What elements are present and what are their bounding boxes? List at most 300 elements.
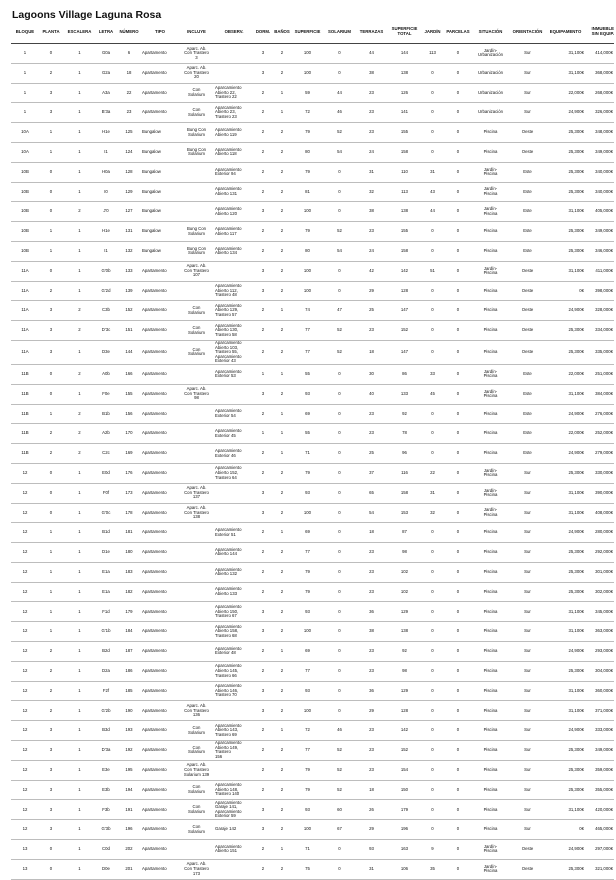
table-cell: Aparc. Ab. Con Trastero Solarium 139 [178, 760, 215, 780]
table-cell: 6 [116, 44, 142, 64]
table-cell: 355,000€ [585, 780, 614, 800]
table-cell: 2 [39, 642, 63, 662]
table-cell: 0 [421, 83, 444, 103]
table-cell: 24 [355, 142, 388, 162]
table-cell: Sur [509, 483, 546, 503]
table-cell: 181 [116, 523, 142, 543]
table-cell: 340,000€ [585, 182, 614, 202]
table-cell: 2 [63, 444, 96, 464]
table-cell: 11B [11, 404, 39, 424]
table-cell: Jardín- Piscina [472, 384, 509, 404]
table-cell: 186 [116, 661, 142, 681]
table-cell: 10B [11, 222, 39, 242]
table-cell: 87 [388, 523, 421, 543]
table-cell [178, 840, 215, 860]
table-cell: 252,000€ [585, 424, 614, 444]
table-cell: 102 [388, 562, 421, 582]
table-cell: 3 [253, 44, 273, 64]
table-cell: 2 [253, 859, 273, 879]
table-cell: 191 [116, 800, 142, 820]
table-cell: Sur [509, 780, 546, 800]
table-cell: 0 [421, 701, 444, 721]
table-cell: 24,900€ [546, 404, 585, 424]
table-cell: 155 [388, 123, 421, 143]
table-cell: 18 [355, 780, 388, 800]
table-cell: 11A [11, 261, 39, 281]
table-cell: 77 [291, 661, 324, 681]
table-row [11, 222, 614, 242]
table-cell: 77 [291, 543, 324, 563]
table-cell: Aparcamiento Abierto 150, Trastero 67 [215, 602, 253, 622]
table-cell: 155 [388, 222, 421, 242]
table-cell [178, 602, 215, 622]
table-cell: Este [509, 222, 546, 242]
table-cell: 2 [273, 543, 291, 563]
table-cell: 12 [11, 463, 39, 483]
table-row [11, 202, 614, 222]
table-cell: E0d [96, 463, 116, 483]
table-cell: 0 [444, 404, 472, 424]
column-header: DORM. [253, 21, 273, 44]
table-cell: 3 [39, 83, 63, 103]
table-cell: 0 [324, 424, 355, 444]
column-header: PARCELAS [444, 21, 472, 44]
table-row [11, 182, 614, 202]
table-cell: 2 [273, 463, 291, 483]
table-cell: Aparcamiento Abierto 132 [215, 562, 253, 582]
table-cell: Con Solarium [178, 340, 215, 364]
table-cell: 110 [388, 162, 421, 182]
table-cell: 163 [388, 840, 421, 860]
table-cell: 24,900€ [546, 444, 585, 464]
table-cell: 0 [444, 840, 472, 860]
table-cell: 0 [421, 602, 444, 622]
table-cell: 302,000€ [585, 582, 614, 602]
table-cell: 0 [39, 463, 63, 483]
table-cell: 52 [324, 321, 355, 341]
table-cell: 1 [273, 721, 291, 741]
table-cell: Apartamento [142, 721, 178, 741]
table-cell: 3 [39, 340, 63, 364]
table-cell: 0 [444, 741, 472, 761]
table-cell: 196 [388, 820, 421, 840]
table-cell: 2 [273, 202, 291, 222]
table-cell: Apartamento [142, 444, 178, 464]
table-cell: Apartamento [142, 261, 178, 281]
table-cell: D'3c [96, 321, 116, 341]
table-cell: Bungalow [142, 202, 178, 222]
table-cell: 190 [116, 701, 142, 721]
table-cell: 124 [116, 142, 142, 162]
table-cell: 3 [253, 602, 273, 622]
table-cell: 0 [444, 523, 472, 543]
table-cell: 29 [355, 820, 388, 840]
table-cell: Aparc. Ab. Con Trastero 98 [178, 384, 215, 404]
table-cell: 0 [444, 444, 472, 464]
table-cell [178, 582, 215, 602]
table-row [11, 721, 614, 741]
table-cell: 100 [291, 261, 324, 281]
table-cell: 13 [11, 840, 39, 860]
table-cell: 0 [421, 222, 444, 242]
table-cell: 2 [39, 701, 63, 721]
table-row [11, 780, 614, 800]
table-cell: 1 [63, 840, 96, 860]
table-cell: 349,000€ [585, 741, 614, 761]
table-cell: 3 [253, 800, 273, 820]
table-cell: 1 [63, 222, 96, 242]
table-cell: 0 [39, 182, 63, 202]
table-cell: 1 [63, 681, 96, 701]
table-cell: 0 [444, 780, 472, 800]
table-cell: Piscina [472, 602, 509, 622]
table-cell: 2 [253, 582, 273, 602]
table-cell: 0 [324, 44, 355, 64]
table-cell: 100 [291, 701, 324, 721]
table-cell: 411,000€ [585, 261, 614, 281]
table-cell: Sur [509, 582, 546, 602]
table-cell: 384,000€ [585, 384, 614, 404]
table-cell: C0d [96, 840, 116, 860]
table-cell: 0 [444, 222, 472, 242]
table-cell: Piscina [472, 760, 509, 780]
table-cell: Bungalow [142, 241, 178, 261]
table-cell: 2 [253, 642, 273, 662]
table-cell: 348,000€ [585, 123, 614, 143]
table-cell: 2 [39, 661, 63, 681]
table-cell: Piscina [472, 741, 509, 761]
table-cell [178, 182, 215, 202]
table-cell [178, 661, 215, 681]
table-cell: 334,000€ [585, 321, 614, 341]
table-cell: Sur [509, 741, 546, 761]
table-cell: 2 [253, 562, 273, 582]
table-cell: 0 [444, 483, 472, 503]
table-cell: 2 [253, 340, 273, 364]
table-cell: 0 [421, 103, 444, 123]
table-cell: 25,300€ [546, 321, 585, 341]
table-cell: 2 [253, 321, 273, 341]
table-row [11, 83, 614, 103]
table-cell: Piscina [472, 642, 509, 662]
table-cell: 11A [11, 301, 39, 321]
table-cell: 0 [444, 800, 472, 820]
table-cell: Sur [509, 523, 546, 543]
table-cell: A3a [96, 83, 116, 103]
table-cell: 0 [324, 444, 355, 464]
table-cell: 25,300€ [546, 661, 585, 681]
table-cell: Jardín- Piscina [472, 162, 509, 182]
table-cell: Aparcamiento Exterior 45 [215, 424, 253, 444]
table-cell: 12 [11, 721, 39, 741]
table-cell: 2 [253, 222, 273, 242]
table-cell: 74 [291, 301, 324, 321]
table-cell: 81 [291, 182, 324, 202]
table-row [11, 463, 614, 483]
table-cell: 0€ [546, 281, 585, 301]
table-cell: 0 [421, 63, 444, 83]
table-cell: Este [509, 241, 546, 261]
table-cell: 2 [273, 503, 291, 523]
table-cell: 100 [291, 503, 324, 523]
table-cell: 1 [63, 281, 96, 301]
table-cell [178, 562, 215, 582]
table-cell: 3 [39, 301, 63, 321]
table-cell: 2 [253, 301, 273, 321]
table-cell: 128 [116, 162, 142, 182]
table-cell: Piscina [472, 301, 509, 321]
table-cell: Aparc. Ab. Con Trastero 107 [178, 261, 215, 281]
column-header: SUPERFICIE TOTAL [388, 21, 421, 44]
table-cell: 0 [444, 162, 472, 182]
table-cell: 12 [11, 741, 39, 761]
table-cell: 31,100€ [546, 63, 585, 83]
table-cell: 2 [273, 321, 291, 341]
table-cell: B1b [96, 404, 116, 424]
table-row [11, 582, 614, 602]
table-cell: 0 [324, 483, 355, 503]
table-cell: Con Solarium [178, 741, 215, 761]
table-cell: 79 [291, 562, 324, 582]
table-cell: 2 [273, 44, 291, 64]
table-cell: 113 [421, 44, 444, 64]
table-cell: Sur [509, 562, 546, 582]
table-cell: B'3a [96, 103, 116, 123]
table-cell: 2 [253, 83, 273, 103]
table-cell: 0 [444, 142, 472, 162]
table-cell: 0 [421, 123, 444, 143]
table-cell: 12 [11, 483, 39, 503]
table-row [11, 622, 614, 642]
table-cell: 154 [388, 760, 421, 780]
table-row [11, 840, 614, 860]
table-cell: 0 [421, 681, 444, 701]
table-cell: 0 [324, 463, 355, 483]
table-cell: 131 [116, 222, 142, 242]
table-cell: Piscina [472, 780, 509, 800]
table-row [11, 281, 614, 301]
table-cell: 24,900€ [546, 103, 585, 123]
table-cell: 0 [324, 523, 355, 543]
table-cell: 1 [39, 622, 63, 642]
table-cell: 138 [388, 63, 421, 83]
table-row [11, 523, 614, 543]
table-cell: 194 [116, 780, 142, 800]
table-cell: 0 [421, 340, 444, 364]
table-cell: Urbanización [472, 83, 509, 103]
table-cell: 12 [11, 622, 39, 642]
table-cell: 158 [388, 483, 421, 503]
table-cell: 78 [388, 424, 421, 444]
table-cell: 71 [291, 444, 324, 464]
table-cell: 23 [355, 543, 388, 563]
table-cell: 12 [11, 582, 39, 602]
table-cell: F0f [96, 483, 116, 503]
table-cell: Apartamento [142, 424, 178, 444]
table-cell: 1 [39, 562, 63, 582]
table-cell: Aparcamiento Abierto 119 [215, 123, 253, 143]
column-header: INMUEBLE SIN EQUIP. [585, 21, 614, 44]
table-cell: 1 [63, 182, 96, 202]
table-cell: 2 [273, 859, 291, 879]
table-cell: F3b [96, 800, 116, 820]
table-cell: Aparcamiento Exterior 94 [215, 162, 253, 182]
table-cell: 0 [421, 523, 444, 543]
table-cell: 0 [324, 701, 355, 721]
table-cell: 77 [291, 321, 324, 341]
table-cell: 2 [253, 241, 273, 261]
table-cell: 0 [39, 859, 63, 879]
table-cell: Piscina [472, 661, 509, 681]
table-cell: 24,900€ [546, 642, 585, 662]
table-cell: 23 [355, 642, 388, 662]
table-cell: 54 [355, 503, 388, 523]
table-cell: Bung Con Solarium [178, 241, 215, 261]
table-cell: 132 [116, 241, 142, 261]
table-cell: 23 [355, 321, 388, 341]
table-cell: 0 [421, 562, 444, 582]
table-cell: 79 [291, 463, 324, 483]
table-cell: 40 [355, 384, 388, 404]
table-cell: Con Solarium [178, 83, 215, 103]
table-cell: 139 [116, 281, 142, 301]
table-cell: 1 [11, 44, 39, 64]
table-cell: 1 [273, 404, 291, 424]
table-cell: 69 [291, 523, 324, 543]
table-cell: 0 [421, 404, 444, 424]
table-cell: C2c [96, 444, 116, 464]
table-cell: 2 [273, 760, 291, 780]
table-cell: 79 [291, 760, 324, 780]
table-cell: 22 [421, 463, 444, 483]
table-cell: Sur [509, 103, 546, 123]
table-cell: Piscina [472, 142, 509, 162]
table-cell: Apartamento [142, 83, 178, 103]
table-cell: 2 [253, 142, 273, 162]
table-cell: Piscina [472, 444, 509, 464]
table-cell: Con Solarium [178, 800, 215, 820]
table-cell: Apartamento [142, 840, 178, 860]
table-cell: Apartamento [142, 63, 178, 83]
table-cell: Aparcamiento Abierto 134 [215, 241, 253, 261]
table-cell: 178 [116, 503, 142, 523]
table-cell: 51 [421, 261, 444, 281]
table-cell: Oeste [509, 301, 546, 321]
table-cell: 169 [116, 444, 142, 464]
table-cell: Apartamento [142, 463, 178, 483]
table-cell: 1 [63, 241, 96, 261]
table-cell: 2 [273, 622, 291, 642]
table-cell: Aparcamiento Abierto 148, Trastero 140 [215, 780, 253, 800]
table-cell: Aparcamiento Abierto 143, Trastero 69 [215, 721, 253, 741]
table-cell: 2 [253, 404, 273, 424]
table-cell: 187 [116, 642, 142, 662]
table-cell: 2 [273, 281, 291, 301]
table-cell: Aparcamiento Exterior 46 [215, 444, 253, 464]
table-cell: 100 [291, 820, 324, 840]
table-cell: 3 [253, 503, 273, 523]
table-cell: 69 [291, 404, 324, 424]
table-cell: 0 [421, 142, 444, 162]
table-cell [215, 701, 253, 721]
table-cell: 349,000€ [585, 142, 614, 162]
table-cell: Con Solarium [178, 301, 215, 321]
table-cell: 3 [39, 780, 63, 800]
table-cell: 1 [253, 424, 273, 444]
table-cell: 182 [116, 582, 142, 602]
table-cell: Piscina [472, 321, 509, 341]
table-cell: E1a [96, 562, 116, 582]
table-cell: Sur [509, 83, 546, 103]
table-cell: 408,000€ [585, 503, 614, 523]
table-cell [178, 642, 215, 662]
table-cell: Sur [509, 661, 546, 681]
table-cell: 0 [444, 261, 472, 281]
table-cell: 25,300€ [546, 142, 585, 162]
table-cell: 93 [291, 800, 324, 820]
table-row [11, 424, 614, 444]
table-cell: 59 [291, 83, 324, 103]
table-cell: 0 [444, 424, 472, 444]
table-cell: Apartamento [142, 301, 178, 321]
table-cell: 0 [444, 281, 472, 301]
table-cell: 25,300€ [546, 340, 585, 364]
column-header: TIPO [142, 21, 178, 44]
table-cell: Bung Con Solarium [178, 222, 215, 242]
table-cell: 0 [324, 582, 355, 602]
table-cell: 368,000€ [585, 63, 614, 83]
table-cell: 3 [253, 622, 273, 642]
table-cell: 3 [253, 202, 273, 222]
table-cell: 0 [444, 83, 472, 103]
table-cell: 0 [444, 820, 472, 840]
table-cell: 32 [421, 503, 444, 523]
table-cell: Oeste [509, 859, 546, 879]
table-cell: Este [509, 182, 546, 202]
table-cell: Piscina [472, 622, 509, 642]
table-cell: 0 [444, 582, 472, 602]
table-cell: 25,300€ [546, 463, 585, 483]
table-cell: 360,000€ [585, 681, 614, 701]
table-cell: 23 [355, 424, 388, 444]
table-cell: G'2b [96, 701, 116, 721]
table-cell: 3 [253, 384, 273, 404]
table-cell [215, 503, 253, 523]
table-cell: Aparcamiento Abierto 158, Trastero 68 [215, 622, 253, 642]
table-cell: 23 [355, 103, 388, 123]
table-row [11, 123, 614, 143]
table-cell: 22 [116, 83, 142, 103]
table-cell: Apartamento [142, 780, 178, 800]
table-cell: Este [509, 444, 546, 464]
table-cell: Piscina [472, 562, 509, 582]
table-cell: 2 [253, 760, 273, 780]
table-cell: 2 [273, 780, 291, 800]
table-cell: 2 [63, 404, 96, 424]
table-cell: 280,000€ [585, 523, 614, 543]
table-cell: 36 [355, 602, 388, 622]
table-cell: 12 [11, 562, 39, 582]
table-cell: 1 [273, 424, 291, 444]
table-cell: 3 [39, 741, 63, 761]
table-cell: 79 [291, 780, 324, 800]
table-cell: 0 [324, 681, 355, 701]
table-cell: Sur [509, 503, 546, 523]
table-row [11, 142, 614, 162]
table-cell: Oeste [509, 142, 546, 162]
table-cell: 1 [63, 123, 96, 143]
table-cell: 25,300€ [546, 182, 585, 202]
